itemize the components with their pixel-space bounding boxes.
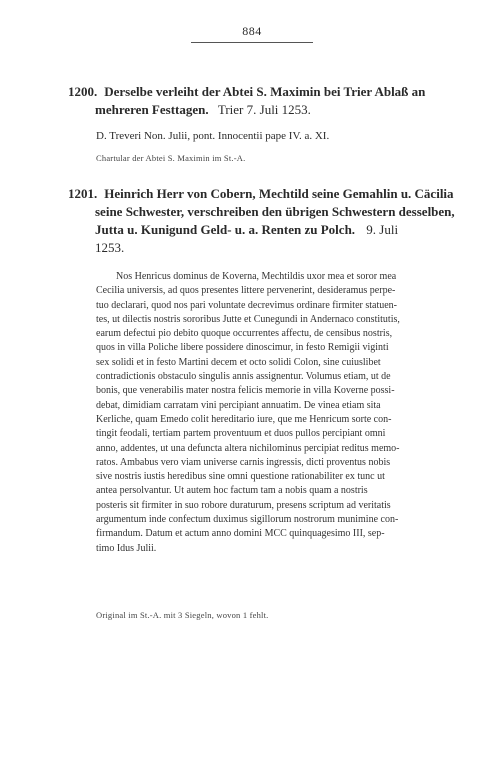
entry-1200-title-line2: mehreren Festtagen. [95,102,209,117]
charter-line: ratos. Ambabus vero viam universe carnis ingressis, dicti proventus nobis [96,456,391,468]
entry-1200-title-line1: Derselbe verleiht der Abtei S. Maximin bei Trier Ablaß an [104,84,426,99]
charter-line: Nos Henricus dominus de Koverna, Mechtildis uxor mea et soror mea [116,271,397,282]
charter-line: quos in villa Poliche libere possidere dinoscimur, in festo Remigii viginti [96,342,389,354]
charter-line: tingit feodali, tertiam partem proventuum et duos pullos percipiant omni [96,428,386,440]
charter-line: argumentum inde confectum duximus sigillorum nostrorum munimine con- [96,514,399,526]
entry-1201-year: 1253. [95,240,125,255]
entry-1201-number: 1201. [68,186,98,201]
entry-1201-title-line2: seine Schwester, verschreiben den übrigen Schwestern desselben, [95,204,455,219]
charter-line: posteris sit firmiter in suo robore duraturum, presens scriptum ad veritatis [96,499,391,511]
charter-line: tes, ut dilectis nostris sororibus Jutte et Cunegundi in Andernaco constitutis, [96,313,400,325]
source-footnote: Original im St.-A. mit 3 Siegeln, wovon 1 fehlt. [96,610,269,620]
charter-line: bonis, que venerabilis mater nostra felicis memorie in villa Koverne possi- [96,385,395,397]
header-rule [191,42,313,43]
charter-line: tuo declarari, quod nos pari voluntate decrevimus ordinare firmiter statuen- [96,299,398,311]
charter-line: sive nostris iustis heredibus sine omni questione rationabiliter ex tunc ut [96,471,385,483]
entry-1201-date: 9. Juli [366,222,399,237]
charter-line: Kerliche, quam Emedo colit hereditario iure, que me Henricum sorte con- [96,413,392,425]
page-number: 884 [242,24,262,38]
charter-line: debat, dimidiam carratam vini percipiant annuatim. De vinea etiam sita [96,399,381,411]
charter-line: antea persolvantur. Ut autem hoc factum tam a nobis quam a nostris [96,485,368,497]
charter-line: contradictionis obstaculo singulis annis assignentur. Volumus etiam, ut de [96,371,391,383]
charter-line: Cecilia universis, ad quos presentes littere pervenerint, desideramus perpe- [96,285,396,297]
charter-text [96,270,476,556]
entry-1200-heading [68,83,466,119]
charter-line: timo Idus Julii. [96,542,157,554]
entry-1200-dating: D. Treveri Non. Julii, pont. Innocentii pape IV. a. XI. [96,130,330,142]
entry-1200-date: Trier 7. Juli 1253. [217,102,311,117]
entry-1201-title-line3: Jutta u. Kunigund Geld- u. a. Renten zu Polch. [95,222,356,237]
charter-line: earum defectui pio debito quoque occurrentes affectu, de censibus nostris, [96,328,393,340]
entry-1201-title-line1: Heinrich Herr von Cobern, Mechtild seine Gemahlin u. Cäcilia [104,186,454,201]
entry-1200-number: 1200. [68,84,98,99]
entry-1201-heading [68,185,466,257]
charter-line: anno, addentes, ut una defuncta altera nichilominus percipiat reditus memo- [96,442,400,454]
charter-line: sex solidi et in festo Martini decem et octo solidi Colon, sine cuiuslibet [96,356,381,368]
entry-1200-source: Chartular der Abtei S. Maximin im St.-A. [96,153,246,163]
charter-line: firmandum. Datum et actum anno domini MCC quinquagesimo III, sep- [96,528,385,540]
